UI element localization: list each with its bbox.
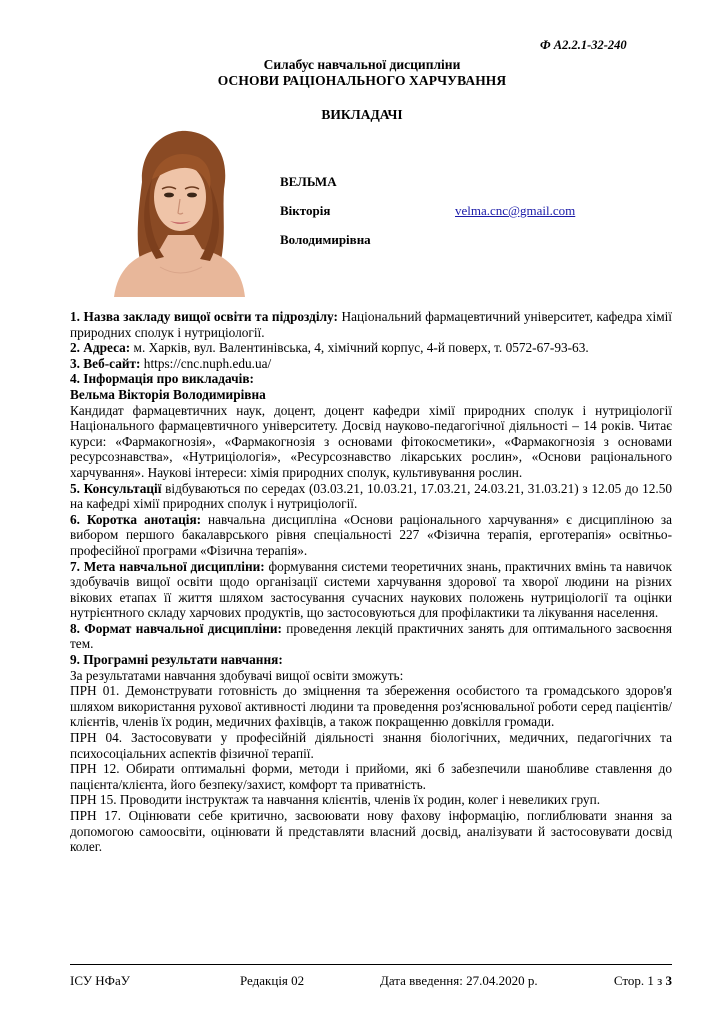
section-title: ВИКЛАДАЧІ [321,107,403,122]
footer-org: ІСУ НФаУ [70,973,130,988]
result-prn15: ПРН 15. Проводити інструктаж та навчання клієнтів, членів їх родин, колег і невеликих груп. [70,792,601,808]
result-prn12: ПРН 12. Обирати оптимальні форми, методи і прийоми, які б забезпечили шанобливе ставлення до пацієнта/клієнта, його безпеку/захист, комфорт та приватність. [70,761,672,792]
teacher-bio: Кандидат фармацевтичних наук, доцент, доцент кафедри хімії природних сполук і нутриціології Національного фармацевтичного університету. Досвід науково-педагогічної діяльності – 14 років. Читає курси: «Фармакогнозія», «Фармакогнозія з основами фітокосметики», «Фармакогнозія з основами ресурсознавства», «Нутриціологія», «Ресурсознавство лікарських рослин», «Основи раціонального харчування». Наукові інтереси: хімія природних сполук, культивування рослин. [70,402,672,480]
item-label: 8. Формат навчальної дисципліни: [70,620,282,636]
results-intro: За результатами навчання здобувачі вищої освіти зможуть: [70,667,404,683]
item-institution [70,309,672,340]
item-annotation [70,512,672,559]
item-format [70,621,672,652]
item-label: 6. Коротка анотація: [70,511,202,527]
item-label: 4. Інформація про викладачів: [70,371,254,387]
result-prn01: ПРН 01. Демонструвати готовність до зміцнення та збереження особистого та громадського здоров'я шляхом використання рухової активності людини та проведення роз'яснювальної роботи серед пацієнтів/клієнтів, членів їх родин, медичних фахівців, а також покращенню довкілля громади. [70,683,672,730]
syllabus-title: Силабус навчальної дисципліни [263,57,461,72]
item-text: формування системи теоретичних знань, практичних вмінь та навичок здобувачів вищої освіти щодо організації системи харчування здорової та хворої людини на різних вікових етапах її життя шляхом застосування сучасних наукових положень нутриціології та оцінки нутрієнтного складу харчових продуктів, що застосовуються для профілактики та лікування населення. [70,558,672,621]
item-text: проведення лекцій практичних занять для оптимального засвоєння тем. [70,620,672,652]
footer-edition: Редакція 02 [240,973,305,988]
item-label: 1. Назва закладу вищої освіти та підрозділу: [70,309,338,324]
item-results [70,652,672,668]
item-address [70,340,672,356]
item-label: 5. Консультації [70,480,162,496]
item-text: навчальна дисципліна «Основи раціонального харчування» є дисципліною за вибором першого бакалаврського рівня спеціальності 227 «Фізична терапія, ерготерапія» освітньо-професійної програми «Фізична терапія». [70,511,672,558]
item-consultations [70,481,672,512]
result-prn17: ПРН 17. Оцінювати себе критично, засвоювати нову фахову інформацію, поглиблювати знання за допомогою самоосвіти, оцінювати й представляти власний досвід, аналізувати й застосовувати досвід колег. [70,808,672,855]
teacher-photo [112,127,247,297]
website-link[interactable]: https://cnc.nuph.edu.ua/ [140,355,272,371]
item-text: відбуваються по середах (03.03.21, 10.03.21, 17.03.21, 24.03.21, 31.03.21) з 12.05 до 12.50 на кафедрі хімії природних сполук і нутриціології. [70,480,672,512]
teacher-email-link[interactable]: velma.cnc@gmail.com [455,203,576,218]
footer-page-number [614,973,672,989]
form-code: Ф А2.2.1-32-240 [540,38,627,52]
teacher-full-name-text: Вельма Вікторія Володимирівна [70,386,266,402]
item-goal [70,559,672,621]
footer-page-total: 3 [665,973,672,988]
item-teachers [70,371,672,387]
item-label: 9. Програмні результати навчання: [70,652,283,668]
result-prn04: ПРН 04. Застосовувати у професійній діяльності знання біологічних, медичних, педагогічних та психосоціальних аспектів фізичної терапії. [70,730,672,761]
item-text: м. Харків, вул. Валентинівська, 4, хімічний корпус, 4-й поверх, т. 0572-67-93-63. [130,340,589,356]
item-label: 7. Мета навчальної дисципліни: [70,558,265,574]
item-label: 3. Веб-сайт: [70,355,141,371]
teacher-name: Вікторія [280,203,331,218]
footer-page-prefix: Стор. 1 з [613,973,666,988]
syllabus-body [70,309,672,855]
teacher-patronymic: Володимирівна [280,232,371,247]
teacher-full-name [70,387,672,403]
item-label: 2. Адреса: [70,340,131,356]
footer-date: Дата введення: 27.04.2020 р. [380,973,538,988]
course-title: ОСНОВИ РАЦІОНАЛЬНОГО ХАРЧУВАННЯ [217,73,507,88]
teacher-surname: ВЕЛЬМА [280,174,337,189]
footer-divider [70,964,672,965]
item-website [70,356,672,372]
item-text: Національний фармацевтичний університет, кафедра хімії природних сполук і нутриціології. [70,309,672,340]
